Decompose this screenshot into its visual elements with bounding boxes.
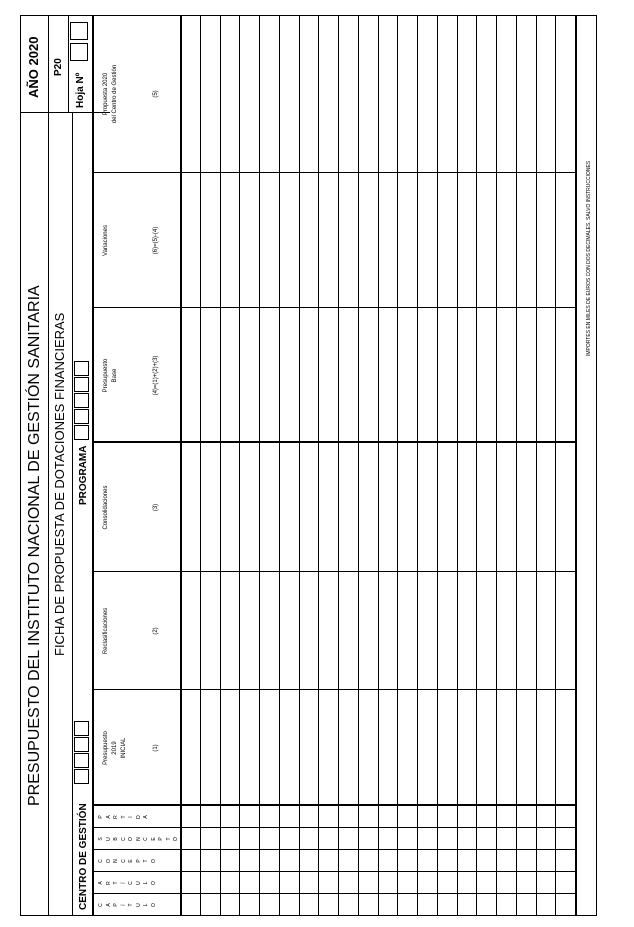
table-row bbox=[397, 15, 398, 916]
program-box-5[interactable] bbox=[74, 361, 89, 376]
table-row bbox=[437, 15, 438, 916]
table-row bbox=[476, 15, 477, 916]
code-divider bbox=[68, 15, 69, 113]
sheet-number-box-2[interactable] bbox=[70, 22, 88, 40]
amount-column-formula: (6)=(5)-(4) bbox=[153, 226, 159, 255]
form-title: PRESUPUESTO DEL INSTITUTO NACIONAL DE GESTIÓN SANITARIA bbox=[26, 285, 43, 806]
code-column-divider bbox=[92, 827, 575, 828]
sheet-number-box-1[interactable] bbox=[70, 43, 88, 61]
table-row bbox=[516, 15, 517, 916]
code-column-divider bbox=[92, 849, 575, 850]
program-box-3[interactable] bbox=[74, 393, 89, 408]
amount-column-header: Consolidaciones bbox=[103, 485, 109, 530]
table-row bbox=[575, 15, 577, 916]
table-row bbox=[338, 15, 339, 916]
code-column-divider bbox=[92, 893, 575, 894]
center-label: CENTRO DE GESTIÓN bbox=[78, 803, 89, 910]
amount-column-formula: (1) bbox=[153, 744, 159, 752]
footer-note: IMPORTES EN MILES DE EUROS CON DOS DECIMALES, SALVO INSTRUCCIONES bbox=[586, 160, 592, 356]
amount-column-header: Variaciones bbox=[103, 225, 109, 256]
year-divider bbox=[48, 15, 49, 113]
code-column-header: C O N C E P T O bbox=[98, 859, 157, 863]
code-column-header: S U B C O N C E P T O bbox=[98, 837, 179, 841]
sheet-label: Hoja Nº bbox=[75, 72, 86, 108]
table-row bbox=[358, 15, 359, 916]
code-column-divider bbox=[92, 871, 575, 872]
table-row bbox=[555, 15, 556, 916]
amount-column-divider bbox=[92, 307, 575, 308]
center-box-2[interactable] bbox=[74, 753, 89, 768]
amount-column-header: Propuesta 2020 del Centro de Gestión bbox=[103, 64, 118, 124]
header-row-divider bbox=[72, 113, 73, 916]
table-row bbox=[279, 15, 280, 916]
program-box-4[interactable] bbox=[74, 377, 89, 392]
year-label: AÑO 2020 bbox=[26, 36, 41, 98]
amount-column-divider bbox=[92, 689, 575, 690]
amount-column-divider bbox=[92, 571, 575, 572]
table-row bbox=[378, 15, 379, 916]
header-bottom-border bbox=[180, 15, 182, 916]
amount-column-formula: (2) bbox=[153, 627, 159, 635]
table-row bbox=[457, 15, 458, 916]
program-label: PROGRAMA bbox=[78, 445, 89, 505]
code-column-divider bbox=[92, 804, 575, 806]
center-box-3[interactable] bbox=[74, 737, 89, 752]
table-row bbox=[536, 15, 537, 916]
form-code: P20 bbox=[53, 58, 64, 76]
header-right-divider bbox=[20, 112, 110, 113]
table-row bbox=[220, 15, 221, 916]
amount-column-header: Presupuesto 2019 INICIAL bbox=[103, 731, 127, 765]
amount-column-header: Reclasificaciones bbox=[103, 607, 109, 655]
amount-column-formula: (3) bbox=[153, 503, 159, 512]
table-row bbox=[200, 15, 201, 916]
amount-column-formula: (5) bbox=[153, 90, 159, 98]
code-column-header: C A P Í T U L O bbox=[98, 903, 157, 907]
table-row bbox=[259, 15, 260, 916]
program-box-2[interactable] bbox=[74, 409, 89, 424]
code-column-header: A R T Í C U L O bbox=[98, 881, 157, 885]
form-subtitle: FICHA DE PROPUESTA DE DOTACIONES FINANCIERAS bbox=[52, 312, 67, 656]
table-row bbox=[417, 15, 418, 916]
budget-form-page bbox=[20, 15, 597, 916]
code-column-header: P A R T I D A bbox=[98, 815, 149, 819]
program-box-1[interactable] bbox=[74, 425, 89, 440]
table-row bbox=[239, 15, 240, 916]
amount-column-header: Presupuesto Base bbox=[103, 358, 118, 393]
amount-column-divider bbox=[92, 172, 575, 173]
title-divider bbox=[48, 113, 49, 916]
table-top-border bbox=[92, 15, 94, 916]
amount-column-formula: (4)=(1)+(2)+(3) bbox=[153, 355, 159, 396]
center-box-1[interactable] bbox=[74, 769, 89, 784]
table-row bbox=[496, 15, 497, 916]
table-row bbox=[299, 15, 300, 916]
amount-column-divider bbox=[92, 441, 575, 443]
center-box-4[interactable] bbox=[74, 721, 89, 736]
table-row bbox=[318, 15, 319, 916]
